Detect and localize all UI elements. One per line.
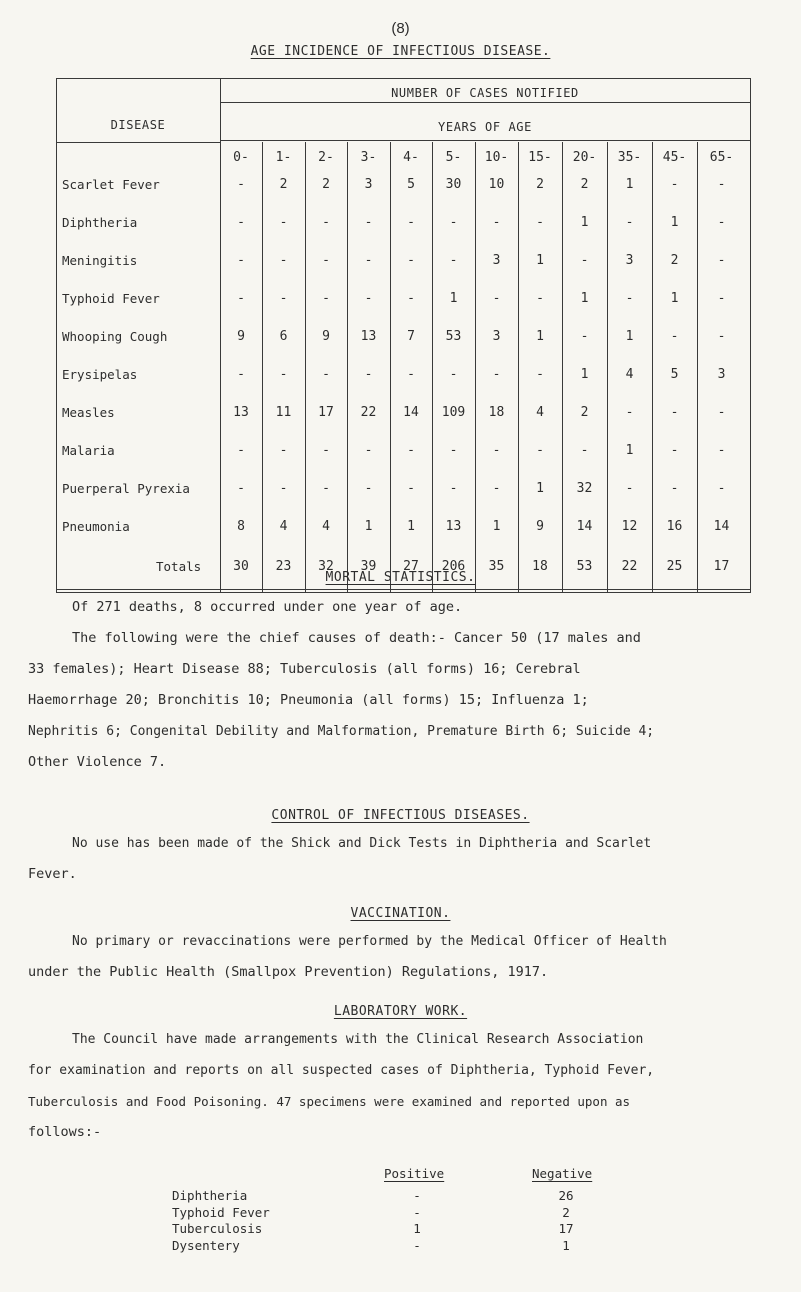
lab-result-negative: 26 [558, 1188, 574, 1203]
table-rule [220, 102, 751, 103]
disease-name: Malaria [62, 443, 115, 458]
lab-result-negative: 1 [562, 1237, 570, 1253]
table-cell: - [580, 443, 589, 458]
table-cell: - [407, 367, 415, 382]
age-group-header: 1- [275, 150, 292, 165]
table-cell: 2 [279, 177, 288, 192]
table-cell: 3 [364, 177, 373, 192]
laboratory-text [28, 1024, 798, 1148]
lab-result-name: Tuberculosis [172, 1221, 263, 1236]
table-cell: - [279, 443, 288, 458]
table-cell: - [364, 367, 373, 382]
table-cell: - [237, 215, 245, 230]
table-cell: 4 [322, 519, 330, 534]
age-group-header: 2- [318, 150, 334, 165]
table-cell: 18 [488, 405, 505, 420]
table-cell: 22 [360, 405, 377, 420]
table-cell: - [237, 291, 245, 306]
table-cell: - [717, 329, 726, 344]
disease-name: Diphtheria [62, 215, 138, 230]
vaccination-line: No primary or revaccinations were performed by the Medical Officer of Health [72, 934, 667, 949]
disease-name: Measles [62, 405, 115, 420]
table-cell: - [625, 405, 634, 420]
age-group-header: 10- [484, 150, 509, 165]
table-cell: 109 [441, 405, 466, 420]
age-incidence-table [56, 78, 751, 574]
totals-cell: 206 [441, 559, 466, 574]
totals-cell: 23 [275, 559, 292, 574]
table-cell: - [237, 367, 245, 382]
table-cell: 1 [536, 253, 544, 268]
disease-name: Typhoid Fever [62, 291, 160, 306]
table-cell: 1 [670, 215, 679, 230]
control-line: No use has been made of the Shick and Dick Tests in Diphtheria and Scarlet [72, 836, 652, 851]
table-cell: - [717, 253, 726, 268]
table-cell: 8 [237, 519, 245, 534]
vaccination-text [28, 926, 788, 988]
table-cell: 14 [713, 519, 730, 534]
table-cell: - [670, 481, 679, 496]
table-cell: - [492, 481, 501, 496]
disease-name: Erysipelas [62, 367, 138, 382]
age-group-header: 65- [709, 150, 734, 165]
age-group-header: 5- [445, 150, 462, 165]
table-cell: - [237, 177, 245, 192]
totals-cell: 35 [488, 559, 505, 574]
mortal-line: The following were the chief causes of death:- Cancer 50 (17 males and [72, 630, 641, 646]
age-group-header: 15- [528, 150, 552, 165]
table-cell: 1 [580, 215, 589, 230]
mortal-line: Nephritis 6; Congenital Debility and Malformation, Premature Birth 6; Suicide 4; [28, 724, 655, 739]
table-cell: 2 [580, 405, 589, 420]
mortal-statistics-text [28, 592, 778, 778]
lab-result-negative: 2 [562, 1204, 570, 1220]
table-cell: - [717, 215, 726, 230]
page-number: (8) [391, 20, 410, 37]
totals-cell: 25 [666, 559, 683, 574]
table-title: AGE INCIDENCE OF INFECTIOUS DISEASE. [250, 44, 551, 59]
table-cell: 13 [360, 329, 377, 344]
table-cell: - [364, 291, 373, 306]
disease-name: Whooping Cough [62, 329, 168, 344]
lab-result-positive: - [413, 1237, 421, 1253]
table-cell: 1 [580, 291, 589, 306]
table-cell: 9 [237, 329, 245, 344]
table-cell: - [449, 443, 458, 458]
age-group-header: 45- [662, 150, 687, 165]
table-cell: - [449, 215, 458, 230]
table-rule [750, 78, 751, 592]
table-cell: 53 [445, 329, 462, 344]
table-cell: 3 [492, 329, 501, 344]
table-cell: - [322, 291, 330, 306]
mortal-statistics-heading: MORTAL STATISTICS. [325, 570, 476, 585]
table-cell: - [717, 177, 726, 192]
table-cell: 1 [364, 519, 373, 534]
table-cell: 2 [580, 177, 589, 192]
disease-name: Meningitis [62, 253, 138, 268]
cases-header: NUMBER OF CASES NOTIFIED [391, 86, 579, 100]
table-cell: 5 [670, 367, 679, 382]
table-cell: - [237, 253, 245, 268]
table-cell: 1 [492, 519, 501, 534]
totals-cell: 30 [233, 559, 249, 574]
age-group-header: 4- [403, 150, 419, 165]
table-cell: - [449, 367, 458, 382]
table-cell: - [492, 367, 501, 382]
table-cell: - [364, 215, 373, 230]
table-cell: 1 [625, 443, 634, 458]
table-cell: - [364, 481, 373, 496]
table-rule [56, 78, 57, 592]
positive-column-header: Positive [384, 1166, 445, 1181]
laboratory-line: follows:- [28, 1124, 102, 1140]
table-cell: 9 [536, 519, 544, 534]
totals-cell: 39 [360, 559, 377, 574]
table-cell: - [492, 443, 501, 458]
laboratory-line: for examination and reports on all suspected cases of Diphtheria, Typhoid Fever, [28, 1063, 655, 1078]
lab-result-name: Typhoid Fever [172, 1204, 270, 1220]
control-line: Fever. [28, 866, 77, 882]
table-cell: - [492, 215, 501, 230]
table-cell: 1 [580, 367, 589, 382]
table-cell: 1 [536, 481, 544, 496]
table-cell: - [625, 215, 634, 230]
table-cell: 13 [233, 405, 249, 420]
table-cell: - [492, 291, 501, 306]
table-cell: - [364, 443, 373, 458]
lab-result-positive: - [413, 1204, 421, 1220]
disease-name: Scarlet Fever [62, 177, 160, 192]
table-cell: 5 [407, 177, 415, 192]
table-cell: - [279, 367, 288, 382]
table-cell: 4 [625, 367, 634, 382]
table-cell: - [536, 291, 544, 306]
table-cell: 1 [407, 519, 415, 534]
table-cell: - [279, 291, 288, 306]
table-cell: - [670, 177, 679, 192]
table-cell: - [322, 481, 330, 496]
table-cell: - [536, 443, 544, 458]
table-cell: 14 [576, 519, 593, 534]
table-cell: - [279, 481, 288, 496]
table-cell: 4 [279, 519, 288, 534]
table-cell: 11 [275, 405, 292, 420]
disease-name: Puerperal Pyrexia [62, 481, 190, 496]
table-cell: 6 [279, 329, 288, 344]
table-cell: 9 [322, 329, 330, 344]
table-cell: - [322, 215, 330, 230]
table-cell: 30 [445, 177, 462, 192]
mortal-line: Of 271 deaths, 8 occurred under one year of age. [72, 599, 463, 615]
table-cell: - [237, 443, 245, 458]
mortal-line: Haemorrhage 20; Bronchitis 10; Pneumonia (all forms) 15; Influenza 1; [28, 692, 589, 708]
table-cell: 4 [536, 405, 544, 420]
age-group-header: 20- [572, 150, 597, 165]
negative-column-header: Negative [532, 1166, 593, 1181]
totals-label: Totals [156, 559, 202, 574]
years-header: YEARS OF AGE [438, 120, 532, 134]
mortal-line: Other Violence 7. [28, 754, 167, 770]
table-cell: - [580, 253, 589, 268]
table-cell: - [717, 481, 726, 496]
table-cell: - [237, 481, 245, 496]
table-cell: - [536, 367, 544, 382]
totals-cell: 17 [713, 559, 730, 574]
table-cell: - [407, 443, 415, 458]
table-cell: 2 [322, 177, 330, 192]
vaccination-line: under the Public Health (Smallpox Prevention) Regulations, 1917. [28, 964, 549, 980]
table-cell: 7 [407, 329, 415, 344]
disease-column-header: DISEASE [110, 118, 166, 132]
vaccination-heading: VACCINATION. [350, 906, 451, 921]
table-cell: 32 [576, 481, 593, 496]
table-cell: - [279, 215, 288, 230]
lab-result-positive: - [413, 1188, 421, 1203]
table-cell: 2 [536, 177, 544, 192]
table-rule [56, 78, 751, 79]
table-cell: - [717, 443, 726, 458]
table-cell: - [717, 291, 726, 306]
table-cell: - [670, 443, 679, 458]
table-cell: - [407, 253, 415, 268]
table-cell: 3 [625, 253, 634, 268]
table-cell: 1 [670, 291, 679, 306]
table-cell: 14 [403, 405, 419, 420]
lab-result-negative: 17 [558, 1221, 574, 1236]
totals-cell: 32 [318, 559, 334, 574]
table-cell: 1 [625, 177, 634, 192]
table-cell: - [322, 253, 330, 268]
table-cell: 3 [717, 367, 726, 382]
age-group-header: 3- [360, 150, 377, 165]
lab-result-positive: 1 [413, 1221, 421, 1236]
totals-cell: 22 [621, 559, 638, 574]
totals-cell: 53 [576, 559, 593, 574]
lab-result-name: Dysentery [172, 1237, 240, 1253]
table-cell: - [322, 367, 330, 382]
table-cell: - [536, 215, 544, 230]
table-cell: - [407, 291, 415, 306]
table-cell: - [580, 329, 589, 344]
lab-result-name: Diphtheria [172, 1188, 248, 1203]
table-cell: - [717, 405, 726, 420]
table-cell: - [364, 253, 373, 268]
table-rule [220, 140, 751, 141]
disease-name: Pneumonia [62, 519, 130, 534]
table-cell: - [625, 481, 634, 496]
control-heading: CONTROL OF INFECTIOUS DISEASES. [271, 808, 530, 823]
laboratory-line: Tuberculosis and Food Poisoning. 47 specimens were examined and reported upon as [28, 1094, 631, 1109]
laboratory-line: The Council have made arrangements with the Clinical Research Association [72, 1032, 644, 1047]
control-text [28, 828, 788, 890]
age-group-header: 0- [233, 150, 249, 165]
table-cell: - [625, 291, 634, 306]
table-cell: 3 [492, 253, 501, 268]
table-cell: - [407, 481, 415, 496]
table-cell: - [449, 481, 458, 496]
table-cell: 17 [318, 405, 334, 420]
totals-cell: 18 [532, 559, 548, 574]
table-cell: 12 [621, 519, 638, 534]
age-group-header: 35- [617, 150, 642, 165]
table-cell: - [322, 443, 330, 458]
mortal-line: 33 females); Heart Disease 88; Tuberculosis (all forms) 16; Cerebral [28, 661, 581, 677]
laboratory-heading: LABORATORY WORK. [333, 1004, 468, 1019]
table-cell: 1 [536, 329, 544, 344]
table-rule [56, 589, 751, 590]
table-cell: - [407, 215, 415, 230]
table-cell: - [449, 253, 458, 268]
table-cell: 16 [666, 519, 683, 534]
table-cell: 10 [488, 177, 505, 192]
table-cell: 1 [625, 329, 634, 344]
table-cell: - [670, 329, 679, 344]
table-cell: 2 [670, 253, 679, 268]
table-cell: 13 [445, 519, 462, 534]
table-cell: - [670, 405, 679, 420]
totals-cell: 27 [403, 559, 419, 574]
table-cell: 1 [449, 291, 458, 306]
table-rule [56, 142, 221, 143]
table-cell: - [279, 253, 288, 268]
